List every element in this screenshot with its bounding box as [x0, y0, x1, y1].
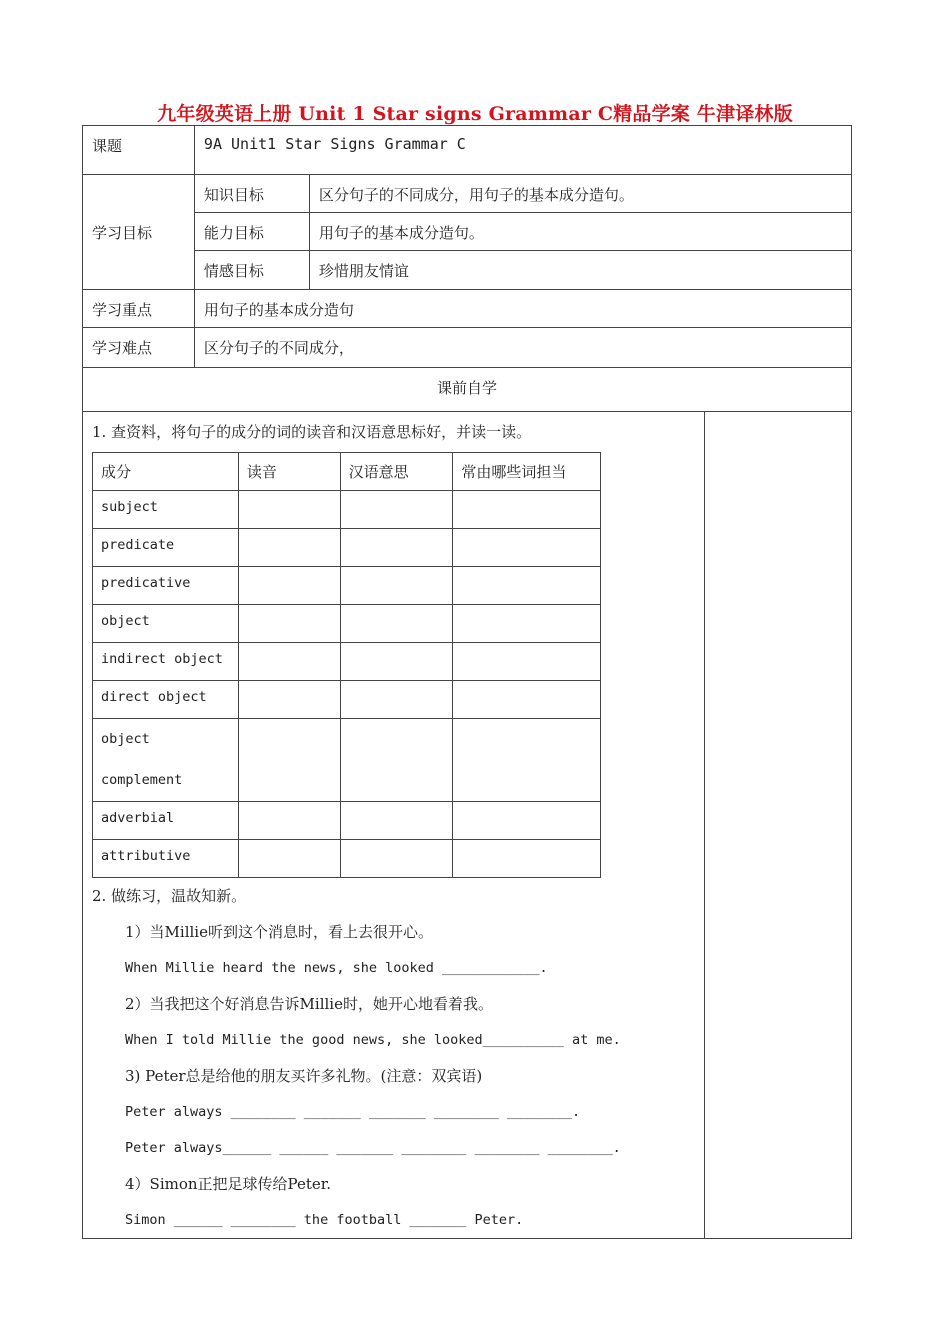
- column-header: 成分: [93, 453, 239, 491]
- notes-column: [704, 412, 851, 1239]
- blank-cell: [453, 802, 601, 840]
- component-name: direct object: [93, 681, 239, 719]
- objectives-label: 学习目标: [83, 175, 195, 290]
- component-name: attributive: [93, 840, 239, 878]
- blank-cell: [238, 840, 340, 878]
- blank-cell: [453, 567, 601, 605]
- exercise-line: 4）Simon正把足球传给Peter.: [125, 1175, 332, 1193]
- exercise-line: 1）当Millie听到这个消息时，看上去很开心。: [125, 923, 433, 941]
- component-name: predicate: [93, 529, 239, 567]
- exercise-line: When Millie heard the news, she looked ____________.: [125, 960, 548, 976]
- component-name: subject: [93, 491, 239, 529]
- blank-cell: [238, 529, 340, 567]
- component-name: adverbial: [93, 802, 239, 840]
- blank-cell: [453, 643, 601, 681]
- blank-cell: [340, 719, 453, 802]
- blank-cell: [238, 719, 340, 802]
- component-name: indirect object: [93, 643, 239, 681]
- table-row: [93, 802, 601, 840]
- blank-cell: [340, 529, 453, 567]
- table-row: [93, 643, 601, 681]
- blank-cell: [340, 643, 453, 681]
- blank-cell: [453, 840, 601, 878]
- exercise-line: Simon ______ ________ the football _______ Peter.: [125, 1212, 524, 1228]
- component-name-line1: object: [101, 731, 150, 747]
- component-name-line2: complement: [101, 772, 183, 788]
- blank-cell: [340, 605, 453, 643]
- table-row: [93, 840, 601, 878]
- blank-cell: [238, 643, 340, 681]
- exercise-line: 3) Peter总是给他的朋友买许多礼物。(注意：双宾语): [125, 1067, 483, 1085]
- blank-cell: [238, 491, 340, 529]
- table-row: [93, 567, 601, 605]
- exercise-line: 2）当我把这个好消息告诉Millie时，她开心地看着我。: [125, 995, 493, 1013]
- difficulty-label: 学习难点: [83, 328, 195, 368]
- component-name: object: [93, 605, 239, 643]
- lesson-plan-table: [82, 125, 852, 1239]
- blank-cell: [340, 802, 453, 840]
- difficulty-value: 区分句子的不同成分，: [194, 328, 851, 368]
- section-heading: 课前自学: [83, 368, 852, 412]
- blank-cell: [340, 491, 453, 529]
- column-header: 常由哪些词担当: [453, 453, 601, 491]
- blank-cell: [453, 491, 601, 529]
- component-name: [93, 719, 239, 802]
- column-header: 汉语意思: [340, 453, 453, 491]
- objective-emotion-value: 珍惜朋友情谊: [309, 251, 851, 290]
- blank-cell: [238, 681, 340, 719]
- blank-cell: [238, 605, 340, 643]
- objective-ability-label: 能力目标: [194, 213, 309, 251]
- objective-knowledge-label: 知识目标: [194, 175, 309, 213]
- blank-cell: [453, 605, 601, 643]
- table-row: [93, 605, 601, 643]
- blank-cell: [340, 681, 453, 719]
- blank-cell: [238, 567, 340, 605]
- component-name: predicative: [93, 567, 239, 605]
- key-point-value: 用句子的基本成分造句: [194, 290, 851, 328]
- task1-heading: 1. 查资料，将句子的成分的词的读音和汉语意思标好，并读一读。: [92, 423, 532, 441]
- document-title: 九年级英语上册 Unit 1 Star signs Grammar C精品学案 牛津译林版: [157, 103, 793, 125]
- blank-cell: [238, 802, 340, 840]
- topic-label: 课题: [83, 126, 195, 175]
- blank-cell: [453, 529, 601, 567]
- blank-cell: [340, 567, 453, 605]
- exercise-line: Peter always ________ _______ _______ ________ ________.: [125, 1104, 581, 1120]
- objective-emotion-label: 情感目标: [194, 251, 309, 290]
- objective-ability-value: 用句子的基本成分造句。: [309, 213, 851, 251]
- exercise-line: When I told Millie the good news, she looked__________ at me.: [125, 1032, 621, 1048]
- table-row: [93, 529, 601, 567]
- table-row: [93, 491, 601, 529]
- blank-cell: [453, 719, 601, 802]
- table-row: [93, 719, 601, 802]
- sentence-components-table: [92, 452, 601, 878]
- column-header: 读音: [238, 453, 340, 491]
- exercise-line: Peter always______ ______ _______ ________ ________ ________.: [125, 1140, 621, 1156]
- key-point-label: 学习重点: [83, 290, 195, 328]
- topic-value: 9A Unit1 Star Signs Grammar C: [194, 126, 851, 175]
- table-row: [93, 681, 601, 719]
- task2-heading: 2. 做练习，温故知新。: [92, 887, 247, 905]
- objective-knowledge-value: 区分句子的不同成分，用句子的基本成分造句。: [309, 175, 851, 213]
- self-study-cell: [83, 412, 705, 1239]
- blank-cell: [340, 840, 453, 878]
- task2-block: [92, 878, 704, 1238]
- blank-cell: [453, 681, 601, 719]
